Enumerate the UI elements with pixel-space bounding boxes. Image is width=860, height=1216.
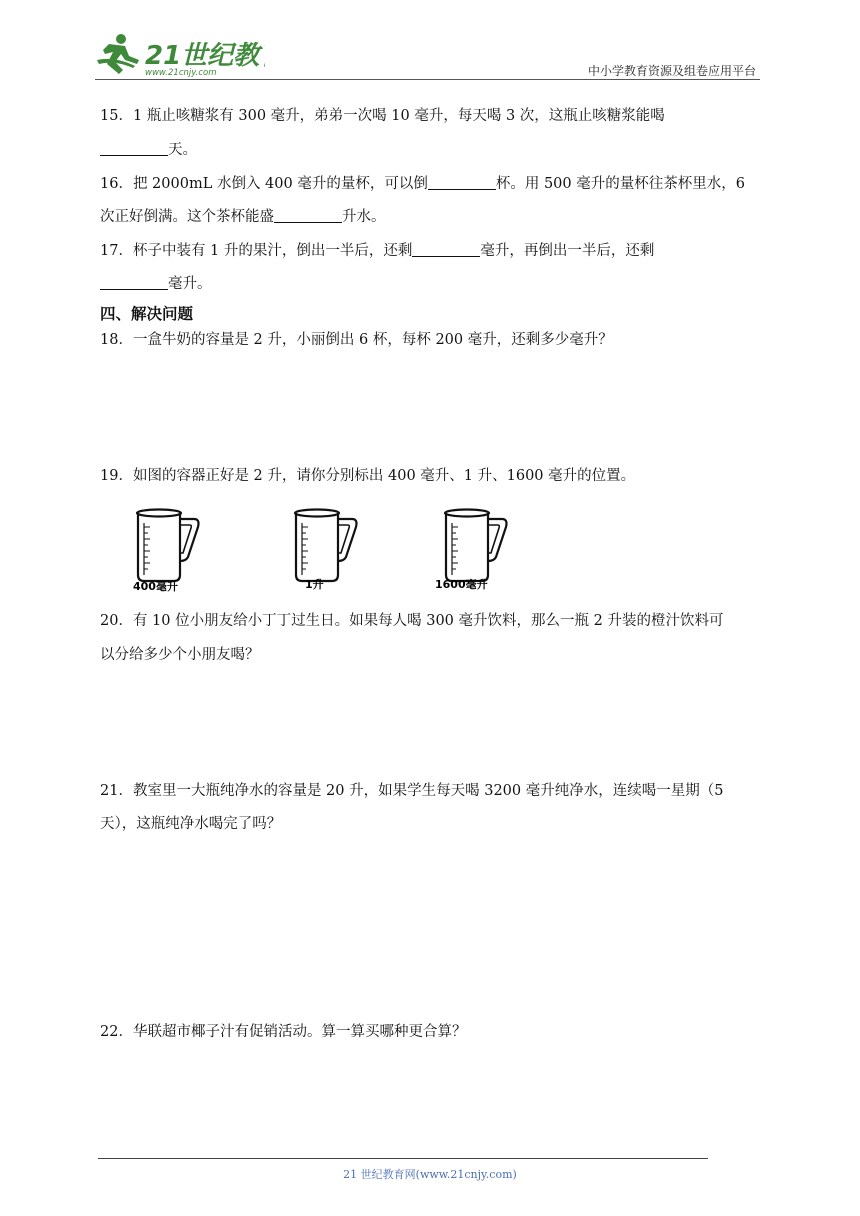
- question-19: 19．如图的容器正好是 2 升，请你分别标出 400 毫升、1 升、1600 毫升的位置。: [100, 468, 636, 484]
- question-16-text-c: 次正好倒满。这个茶杯能盛: [100, 209, 274, 225]
- section-heading: 四、解决问题: [100, 305, 194, 323]
- question-15-suffix: 天。: [168, 142, 197, 158]
- question-20-line-2: 以分给多少个小朋友喝？: [100, 647, 260, 663]
- measuring-cup-1: [137, 510, 199, 582]
- measuring-cups-figure: [125, 505, 525, 600]
- question-16-line-2: [100, 208, 760, 226]
- logo: [95, 30, 265, 78]
- question-21-line-2: 天），这瓶纯净水喝完了吗？: [100, 816, 282, 832]
- cup-label-2: 1升: [305, 578, 324, 591]
- question-22: 22．华联超市椰子汁有促销活动。算一算买哪种更合算？: [100, 1024, 467, 1040]
- question-20-line-1: 20．有 10 位小朋友给小丁丁过生日。如果每人喝 300 毫升饮料，那么一瓶 2 升装的橙汁饮料可: [100, 613, 724, 629]
- footer-divider: [98, 1158, 708, 1159]
- footer-text: 21 世纪教育网(www.21cnjy.com): [343, 1168, 517, 1181]
- measuring-cup-3: [445, 510, 507, 582]
- question-16-text-d: 升水。: [342, 209, 386, 225]
- answer-blank[interactable]: [100, 141, 168, 156]
- cup-label-3: 1600毫升: [435, 578, 488, 591]
- logo-text: 21世纪教: [145, 41, 260, 71]
- question-17-text-b: 毫升，再倒出一半后，还剩: [480, 243, 655, 259]
- answer-blank[interactable]: [412, 242, 480, 257]
- question-15-line-1: 15．1 瓶止咳糖浆有 300 毫升，弟弟一次喝 10 毫升，每天喝 3 次，这瓶止咳糖浆能喝: [100, 108, 665, 124]
- question-17-text-a: 17．杯子中装有 1 升的果汁，倒出一半后，还剩: [100, 243, 413, 259]
- question-16-line-1: [100, 175, 760, 193]
- question-15-line-2: [100, 141, 760, 159]
- question-17-line-2: [100, 275, 760, 293]
- question-17-suffix: 毫升。: [168, 276, 212, 292]
- header-divider: [95, 79, 760, 80]
- cup-label-1: 400毫升: [133, 580, 178, 593]
- question-21-line-1: 21．教室里一大瓶纯净水的容量是 20 升，如果学生每天喝 3200 毫升纯净水，连续喝一星期（5: [100, 783, 724, 799]
- page-header: [95, 30, 760, 80]
- question-17-line-1: [100, 242, 760, 260]
- platform-title: 中小学教育资源及组卷应用平台: [587, 64, 756, 78]
- answer-blank[interactable]: [274, 208, 342, 223]
- question-18: 18．一盒牛奶的容量是 2 升，小丽倒出 6 杯，每杯 200 毫升，还剩多少毫升？: [100, 332, 613, 348]
- measuring-cup-2: [295, 510, 357, 582]
- question-16-text-a: 16．把 2000mL 水倒入 400 毫升的量杯，可以倒: [100, 176, 428, 192]
- answer-blank[interactable]: [100, 275, 168, 290]
- answer-blank[interactable]: [428, 175, 496, 190]
- logo-url: www.21cnjy.com: [145, 68, 217, 78]
- question-16-text-b: 杯。用 500 毫升的量杯往茶杯里水，6: [495, 176, 745, 192]
